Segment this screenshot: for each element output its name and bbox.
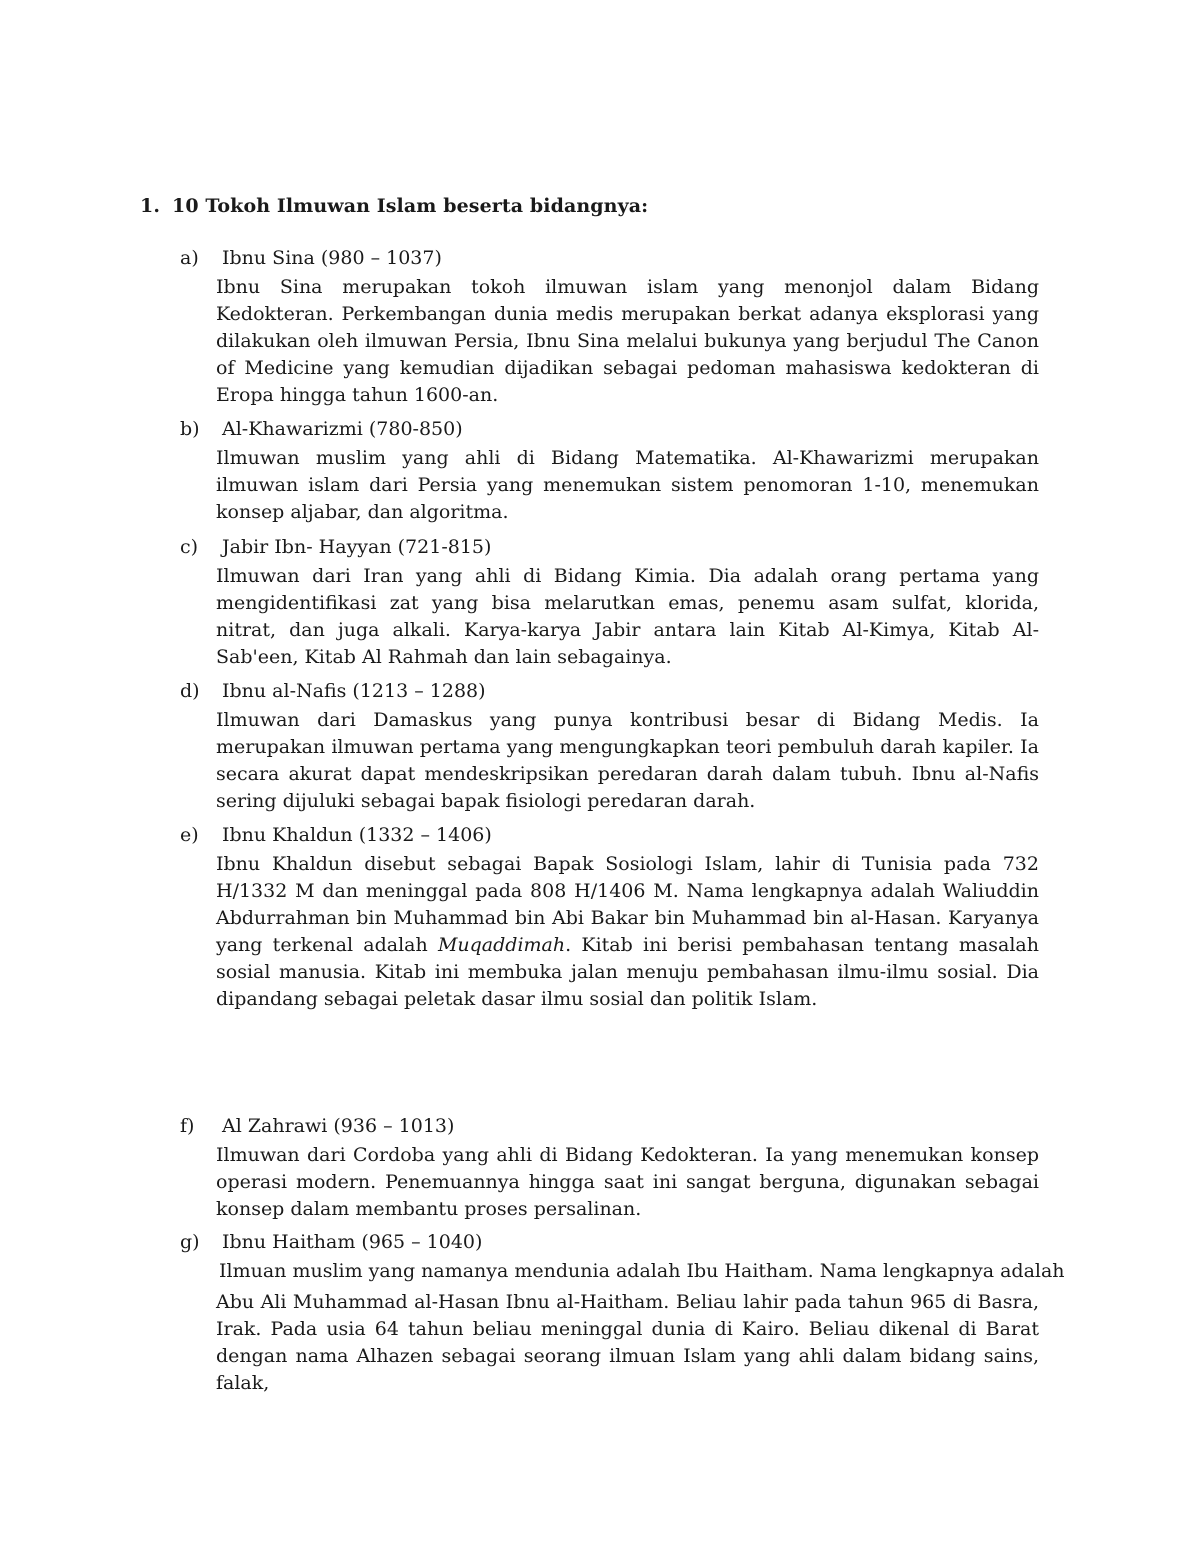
item-marker: e) xyxy=(180,824,199,846)
item-body: Ilmuwan dari Cordoba yang ahli di Bidang Kedokteran. Ia yang menemukan konsep operasi modern. Penemuannya hingga saat ini sangat berguna, digunakan sebagai konsep dalam membantu proses persalinan. xyxy=(216,1144,1039,1220)
item-body: Ilmuwan dari Damaskus yang punya kontribusi besar di Bidang Medis. Ia merupakan ilmuwan pertama yang mengungkapkan teori pembuluh darah kapiler. Ia secara akurat dapat mendeskripsikan peredaran darah dalam tubuh. Ibnu al-Nafis sering dijuluki sebagai bapak fisiologi peredaran darah. xyxy=(216,709,1039,812)
book-title-italic: Muqaddimah xyxy=(437,934,566,956)
item-title xyxy=(180,1228,1060,1256)
item-body: Ibnu Sina merupakan tokoh ilmuwan islam yang menonjol dalam Bidang Kedokteran. Perkembangan dunia medis merupakan berkat adanya eksplorasi yang dilakukan oleh ilmuwan Persia, Ibnu Sina melalui bukunya yang berjudul The Canon of Medicine yang kemudian dijadikan sebagai pedoman mahasiswa kedokteran di Eropa hingga tahun 1600-an. xyxy=(216,276,1039,406)
item-marker: g) xyxy=(180,1231,200,1253)
item-title-text: Al-Khawarizmi (780-850) xyxy=(222,418,463,440)
item-marker: b) xyxy=(180,418,200,440)
item-body: Ilmuwan dari Iran yang ahli di Bidang Kimia. Dia adalah orang pertama yang mengidentifikasi zat yang bisa melarutkan emas, penemu asam sulfat, klorida, nitrat, dan juga alkali. Karya-karya Jabir antara lain Kitab Al-Kimya, Kitab Al-Sab'een, Kitab Al Rahmah dan lain sebagainya. xyxy=(216,565,1039,668)
item-title xyxy=(180,415,1060,443)
item-marker: a) xyxy=(180,247,199,269)
item-body-part: . Kitab ini berisi pembahasan tentang masalah sosial manusia. Kitab ini membuka jalan menuju pembahasan ilmu-ilmu sosial. Dia dipandang sebagai peletak dasar ilmu sosial dan politik Islam. xyxy=(216,934,1039,1010)
item-body: Abu Ali Muhammad al-Hasan Ibnu al-Haitham. Beliau lahir pada tahun 965 di Basra, Irak. Pada usia 64 tahun beliau meninggal dunia di Kairo. Beliau dikenal di Barat dengan nama Alhazen sebagai seorang ilmuan Islam yang ahli dalam bidang sains, falak, xyxy=(216,1291,1039,1394)
section-heading xyxy=(140,195,648,217)
item-title xyxy=(180,821,1060,849)
item-body-part: Ibnu Khaldun disebut sebagai Bapak Sosiologi Islam, lahir di Tunisia pada 732 H/1332 M dan meninggal pada 808 H/1406 M. Nama lengkapnya adalah Waliuddin Abdurrahman bin Muhammad bin Abi Bakar bin Muhammad bin al-Hasan. Karyanya yang terkenal adalah xyxy=(216,853,1039,956)
list-item-c xyxy=(180,533,1060,671)
list-item-f xyxy=(180,1112,1060,1223)
heading-text: 10 Tokoh Ilmuwan Islam beserta bidangnya: xyxy=(172,195,649,217)
item-title xyxy=(180,533,1060,561)
list-item-a xyxy=(180,244,1060,409)
list-item-b xyxy=(180,415,1060,526)
item-title-text: Ibnu Haitham (965 – 1040) xyxy=(222,1231,483,1253)
item-title-text: Ibnu Khaldun (1332 – 1406) xyxy=(222,824,492,846)
heading-number: 1. xyxy=(140,195,161,217)
item-body-first-line: Ilmuan muslim yang namanya mendunia adalah Ibu Haitham. Nama lengkapnya adalah xyxy=(219,1260,1065,1282)
item-title xyxy=(180,1112,1060,1140)
item-marker: c) xyxy=(180,536,199,558)
item-body: Ilmuwan muslim yang ahli di Bidang Matematika. Al-Khawarizmi merupakan ilmuwan islam dari Persia yang menemukan sistem penomoran 1-10, menemukan konsep aljabar, dan algoritma. xyxy=(216,447,1039,523)
item-body xyxy=(216,851,1039,1013)
item-title-text: Jabir Ibn- Hayyan (721-815) xyxy=(222,536,492,558)
item-marker: d) xyxy=(180,680,200,702)
list-item-e xyxy=(180,821,1060,1013)
item-marker: f) xyxy=(180,1115,195,1137)
list-item-d xyxy=(180,677,1060,815)
item-title-text: Ibnu al-Nafis (1213 – 1288) xyxy=(222,680,486,702)
item-title-text: Al Zahrawi (936 – 1013) xyxy=(222,1115,455,1137)
item-title xyxy=(180,677,1060,705)
item-title-text: Ibnu Sina (980 – 1037) xyxy=(222,247,442,269)
item-title xyxy=(180,244,1060,272)
list-item-g xyxy=(180,1228,1065,1397)
